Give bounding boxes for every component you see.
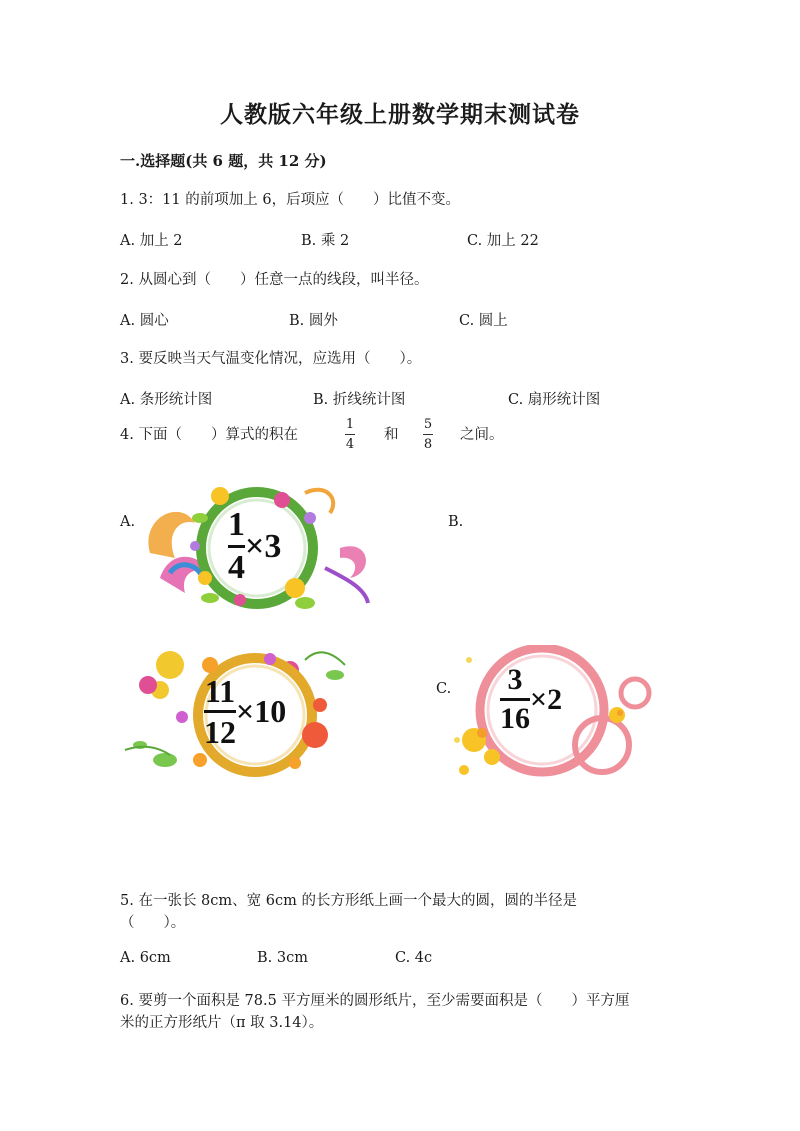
question-1: 1. 3：11 的前项加上 6，后项应（ ）比值不变。: [120, 192, 461, 208]
question-4-suffix: 之间。: [460, 427, 504, 443]
question-6-line-2: 米的正方形纸片（π 取 3.14）。: [120, 1015, 324, 1031]
fraction-numerator: 1: [228, 506, 245, 543]
fraction-bar: [345, 434, 355, 435]
question-3: 3. 要反映当天气温变化情况，应选用（ ）。: [120, 351, 422, 367]
expression-c: [500, 665, 562, 734]
expression-b: [204, 675, 286, 748]
question-2: 2. 从圆心到（ ）任意一点的线段，叫半径。: [120, 272, 429, 288]
fraction-denominator: 8: [423, 437, 433, 452]
fraction-numerator: 3: [507, 663, 523, 696]
fraction-bar: [204, 710, 236, 713]
fraction-denominator: 12: [204, 714, 236, 750]
q1-option-a: A. 加上 2: [120, 233, 183, 249]
q2-option-a: A. 圆心: [120, 313, 169, 329]
q2-option-c: C. 圆上: [459, 313, 508, 329]
q1-option-b: B. 乘 2: [301, 233, 350, 249]
q3-option-c: C. 扇形统计图: [508, 392, 601, 408]
fraction-denominator: 4: [228, 549, 245, 586]
q1-option-c: C. 加上 22: [467, 233, 539, 249]
expression-a: [228, 508, 281, 585]
q4-label-b: B.: [448, 514, 464, 530]
question-5-line-2: （ ）。: [120, 915, 186, 931]
fraction-denominator: 16: [500, 702, 530, 735]
fraction-numerator: 1: [345, 417, 355, 432]
fraction-bar: [423, 434, 433, 435]
q5-option-a: A. 6cm: [120, 950, 171, 966]
section-heading: 一.选择题(共 6 题，共 12 分): [120, 152, 327, 170]
q3-option-b: B. 折线统计图: [313, 392, 406, 408]
fraction-one-quarter: [345, 418, 355, 451]
question-4-prefix: 4. 下面（ ）算式的积在: [120, 427, 298, 443]
expression-c-fraction: [500, 665, 530, 734]
q5-option-b: B. 3cm: [257, 950, 308, 966]
q2-option-b: B. 圆外: [289, 313, 338, 329]
q4-label-a: A.: [120, 514, 136, 530]
expression-a-multiplier: ×3: [245, 527, 282, 565]
question-4-and: 和: [384, 427, 399, 443]
expression-b-multiplier: ×10: [236, 693, 287, 729]
fraction-numerator: 5: [423, 417, 433, 432]
question-6-line-1: 6. 要剪一个面积是 78.5 平方厘米的圆形纸片，至少需要面积是（ ）平方厘: [120, 993, 630, 1009]
fraction-bar: [228, 545, 245, 548]
q3-option-a: A. 条形统计图: [120, 392, 213, 408]
q4-label-c: C.: [436, 681, 452, 697]
expression-b-fraction: [204, 675, 236, 748]
fraction-bar: [500, 698, 530, 701]
fraction-five-eighths: [423, 418, 433, 451]
q5-option-c: C. 4c: [395, 950, 433, 966]
expression-c-multiplier: ×2: [530, 682, 563, 716]
fraction-denominator: 4: [345, 437, 355, 452]
page-title: 人教版六年级上册数学期末测试卷: [220, 101, 580, 128]
fraction-numerator: 11: [204, 673, 236, 709]
expression-a-fraction: [228, 508, 245, 585]
question-5-line-1: 5. 在一张长 8cm、宽 6cm 的长方形纸上画一个最大的圆，圆的半径是: [120, 893, 577, 909]
